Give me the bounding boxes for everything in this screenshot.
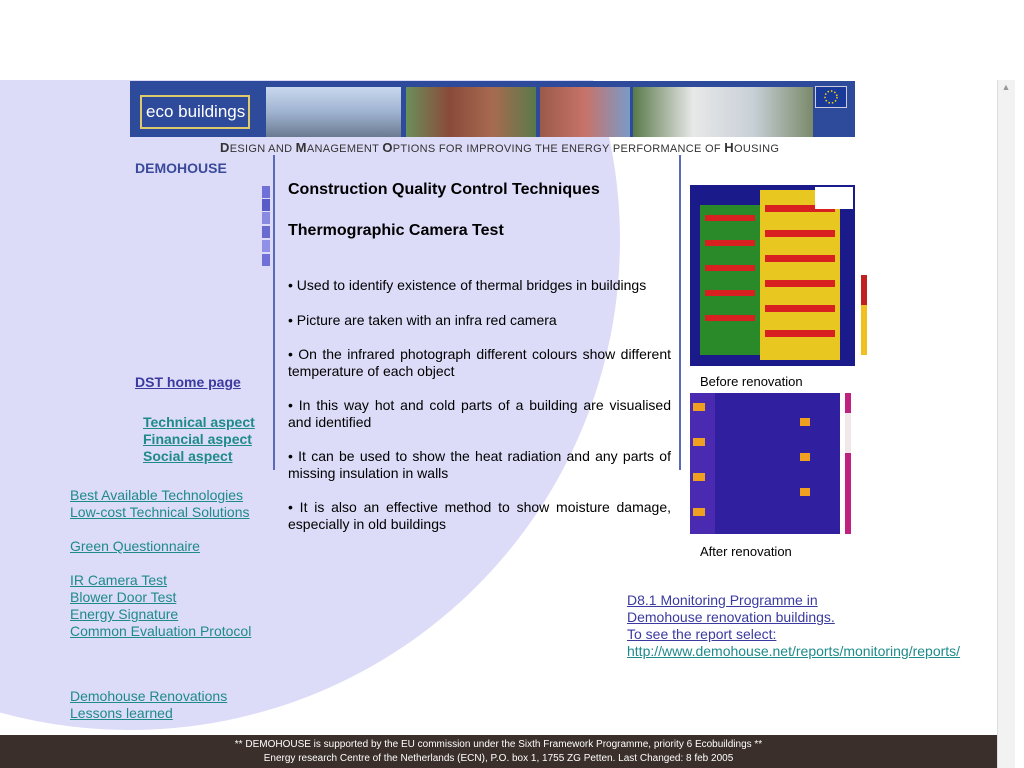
bullet-4: • In this way hot and cold parts of a building are visualised and identified: [288, 397, 671, 430]
financial-aspect-link[interactable]: Financial aspect: [143, 431, 252, 447]
lessons-learned-link[interactable]: Lessons learned: [70, 705, 173, 721]
footer: [0, 735, 997, 768]
building-photo-3: [540, 87, 630, 137]
footer-line1: ** DEMOHOUSE is supported by the EU commission under the Sixth Framework Programme, priority 6 Ecobuildings **: [234, 739, 763, 750]
divider-right: [679, 155, 681, 470]
low-cost-solutions-link[interactable]: Low-cost Technical Solutions: [70, 504, 250, 520]
before-caption: Before renovation: [700, 374, 803, 389]
thermal-image-after: [690, 393, 860, 534]
eu-flag-icon: [815, 86, 847, 108]
vertical-scrollbar[interactable]: [997, 80, 1015, 768]
social-aspect-link[interactable]: Social aspect: [143, 448, 233, 464]
bullet-2: • Picture are taken with an infra red camera: [288, 312, 557, 328]
eco-buildings-logo[interactable]: [140, 95, 250, 129]
bullet-3: • On the infrared photograph different colours show different temperature of each object: [288, 346, 671, 379]
top-whitespace: [0, 0, 1024, 80]
building-photo-4: [633, 87, 813, 137]
footer-line2: Energy research Centre of the Netherlands (ECN), P.O. box 1, 1755 ZG Petten. Last Changed: 8 feb 2005: [263, 753, 734, 764]
demohouse-renovations-link[interactable]: Demohouse Renovations: [70, 688, 228, 704]
report-link-line2[interactable]: Demohouse renovation buildings.: [627, 609, 835, 625]
blower-door-test-link[interactable]: Blower Door Test: [70, 589, 177, 605]
building-photo-1: [266, 87, 401, 137]
report-url-link[interactable]: http://www.demohouse.net/reports/monitoring/reports/: [627, 643, 961, 659]
bullet-6: • It is also an effective method to show moisture damage, especially in old buildings: [288, 499, 671, 532]
site-title: DEMOHOUSE: [135, 160, 227, 176]
thermal-image-before: [690, 185, 885, 366]
ir-camera-test-link[interactable]: IR Camera Test: [70, 572, 167, 588]
page-title: Construction Quality Control Techniques: [288, 181, 600, 198]
building-photo-2: [406, 87, 536, 137]
left-panel-bg: [0, 175, 262, 368]
bullet-1: • Used to identify existence of thermal bridges in buildings: [288, 277, 647, 293]
tagline: DESIGN AND MANAGEMENT OPTIONS FOR IMPROVING THE ENERGY PERFORMANCE OF HOUSING: [220, 140, 780, 155]
page-subtitle: Thermographic Camera Test: [288, 222, 504, 239]
common-evaluation-protocol-link[interactable]: Common Evaluation Protocol: [70, 623, 252, 639]
report-link-line1[interactable]: D8.1 Monitoring Programme in: [627, 592, 818, 608]
energy-signature-link[interactable]: Energy Signature: [70, 606, 179, 622]
header-banner: [130, 81, 855, 137]
green-questionnaire-link[interactable]: Green Questionnaire: [70, 538, 200, 554]
scroll-up-icon[interactable]: ▲: [1001, 82, 1011, 92]
after-caption: After renovation: [700, 544, 792, 559]
divider-left: [273, 155, 275, 470]
bullet-5: • It can be used to show the heat radiation and any parts of missing insulation in walls: [288, 448, 671, 481]
best-available-technologies-link[interactable]: Best Available Technologies: [70, 487, 244, 503]
technical-aspect-link[interactable]: Technical aspect: [143, 414, 255, 430]
report-link-line3[interactable]: To see the report select:: [627, 626, 777, 642]
logo-text: eco buildings: [146, 102, 246, 121]
dst-home-link[interactable]: DST home page: [135, 374, 241, 390]
